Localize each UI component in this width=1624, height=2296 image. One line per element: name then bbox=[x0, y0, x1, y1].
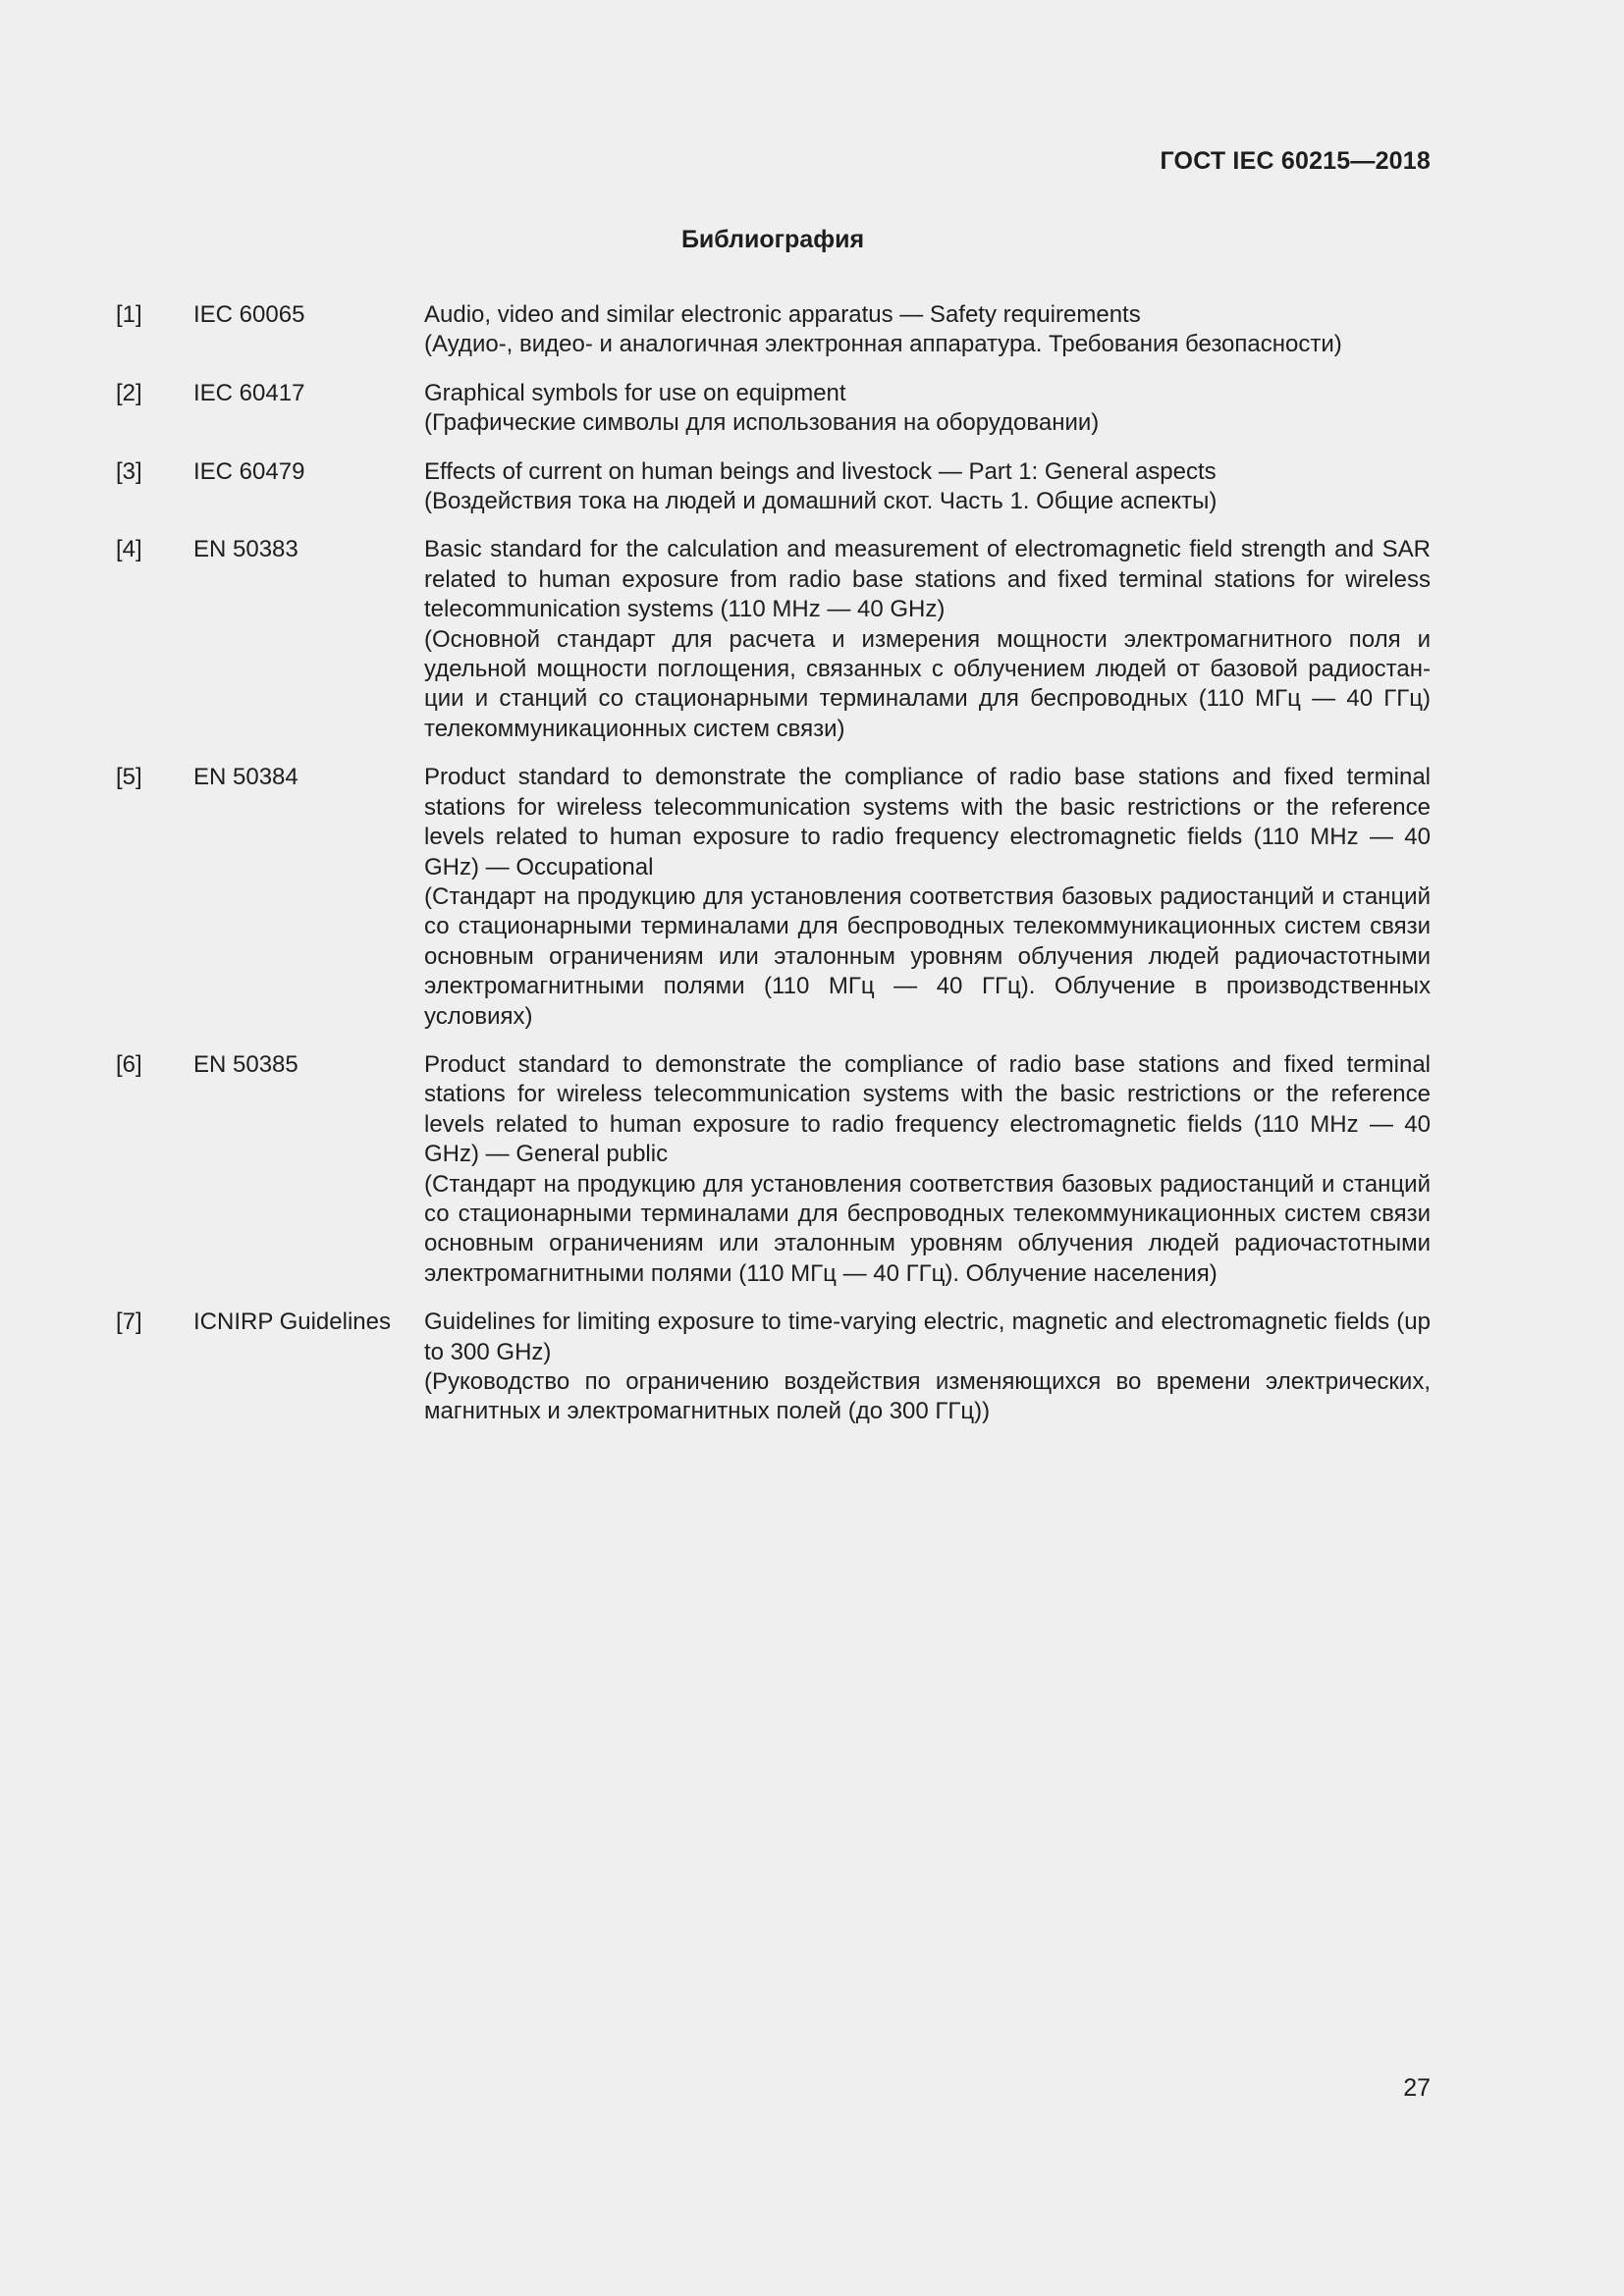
entry-description bbox=[424, 535, 1431, 744]
entry-title-ru: (Графические символы для использования на оборудовании) bbox=[424, 409, 1100, 437]
bibliography-entry bbox=[116, 1308, 1431, 1427]
page-number: 27 bbox=[1403, 2074, 1431, 2102]
entry-title-ru: (Стандарт на продукцию для установления соответствия базовых радиостанций и станций со стационарными терминалами для беспроводных телекоммуникационных систем связи основным ограничениям или эталонным уровням облучения людей радиочастотными электромагнитными полями (110 МГц — 40 ГГц). Облучение в производственных условиях) bbox=[424, 882, 1431, 1030]
entry-number: [2] bbox=[116, 379, 142, 406]
entry-number: [3] bbox=[116, 457, 142, 485]
entry-standard-code: EN 50385 bbox=[193, 1050, 298, 1078]
entry-title-ru: (Стандарт на продукцию для установления соответствия базовых радиостанций и станций со стационарными терминалами для беспроводных телекоммуникационных систем связи основным ограничениям или эталонным уровням облучения людей радиочастотными электромагнитными полями (110 МГц — 40 ГГц). Облучение населения) bbox=[424, 1170, 1431, 1287]
entry-number: [5] bbox=[116, 764, 142, 791]
entry-title-en: Graphical symbols for use on equipment bbox=[424, 379, 846, 406]
bibliography-entry bbox=[116, 763, 1431, 1032]
entry-title-en: Guidelines for limiting exposure to time-varying electric, magnetic and electromagnetic fields (up to 300 GHz) bbox=[424, 1308, 1431, 1365]
entry-standard-code: EN 50384 bbox=[193, 764, 298, 791]
entry-standard-code: IEC 60479 bbox=[193, 457, 305, 485]
entry-title-ru: (Основной стандарт для расчета и измерения мощности электромагнитного поля и удельной мощности поглощения, связанных с облучением людей от базовой радиостанции и станций со стационарными терминалами для беспроводных (110 МГц — 40 ГГц) телекоммуникационных систем связи) bbox=[424, 625, 1431, 742]
entry-title-en: Basic standard for the calculation and measurement of electromagnetic field strength and SAR related to human exposure from radio base stations and fixed terminal stations for wireless telecommunication systems (110 MHz — 40 GHz) bbox=[424, 536, 1431, 623]
bibliography-entry bbox=[116, 300, 1431, 360]
bibliography-entry bbox=[116, 1050, 1431, 1289]
entry-description bbox=[424, 1308, 1431, 1427]
entry-standard-code: IEC 60417 bbox=[193, 379, 305, 406]
entry-title-ru: (Воздействия тока на людей и домашний скот. Часть 1. Общие аспекты) bbox=[424, 488, 1218, 515]
entry-description bbox=[424, 457, 1431, 517]
entry-standard-code: IEC 60065 bbox=[193, 301, 305, 328]
entry-standard-code: ICNIRP Guidelines bbox=[193, 1308, 391, 1336]
entry-number: [1] bbox=[116, 301, 142, 328]
entry-description bbox=[424, 763, 1431, 1032]
entry-number: [7] bbox=[116, 1308, 142, 1336]
entry-title-en: Product standard to demonstrate the compliance of radio base stations and fixed terminal stations for wireless telecommunication systems with the basic restrictions or the reference levels related to human exposure to radio frequency electromagnetic fields (110 MHz — 40 GHz) — Occupational bbox=[424, 764, 1431, 881]
entry-title-en: Effects of current on human beings and livestock — Part 1: General aspects bbox=[424, 457, 1217, 485]
bibliography-list bbox=[116, 300, 1431, 1446]
entry-title-en: Product standard to demonstrate the compliance of radio base stations and fixed terminal stations for wireless telecommunication systems with the basic restrictions or the reference levels related to human exposure to radio frequency electromagnetic fields (110 MHz — 40 GHz) — General public bbox=[424, 1050, 1431, 1168]
entry-standard-code: EN 50383 bbox=[193, 536, 298, 563]
entry-description bbox=[424, 1050, 1431, 1289]
entry-title-ru: (Аудио-, видео- и аналогичная электронная аппаратура. Требования безопасности) bbox=[424, 331, 1342, 358]
entry-title-en: Audio, video and similar electronic apparatus — Safety requirements bbox=[424, 301, 1141, 328]
entry-title-ru: (Руководство по ограничению воздействия изменяющихся во времени электрических, магнитных и электромагнитных полей (до 300 ГГц)) bbox=[424, 1368, 1431, 1425]
entry-description bbox=[424, 379, 1431, 439]
bibliography-entry bbox=[116, 535, 1431, 744]
entry-number: [6] bbox=[116, 1050, 142, 1078]
entry-number: [4] bbox=[116, 536, 142, 563]
bibliography-entry bbox=[116, 379, 1431, 439]
bibliography-entry bbox=[116, 457, 1431, 517]
document-code-header: ГОСТ IEC 60215—2018 bbox=[1160, 147, 1431, 175]
entry-description bbox=[424, 300, 1431, 360]
section-title: Библиография bbox=[680, 226, 865, 253]
